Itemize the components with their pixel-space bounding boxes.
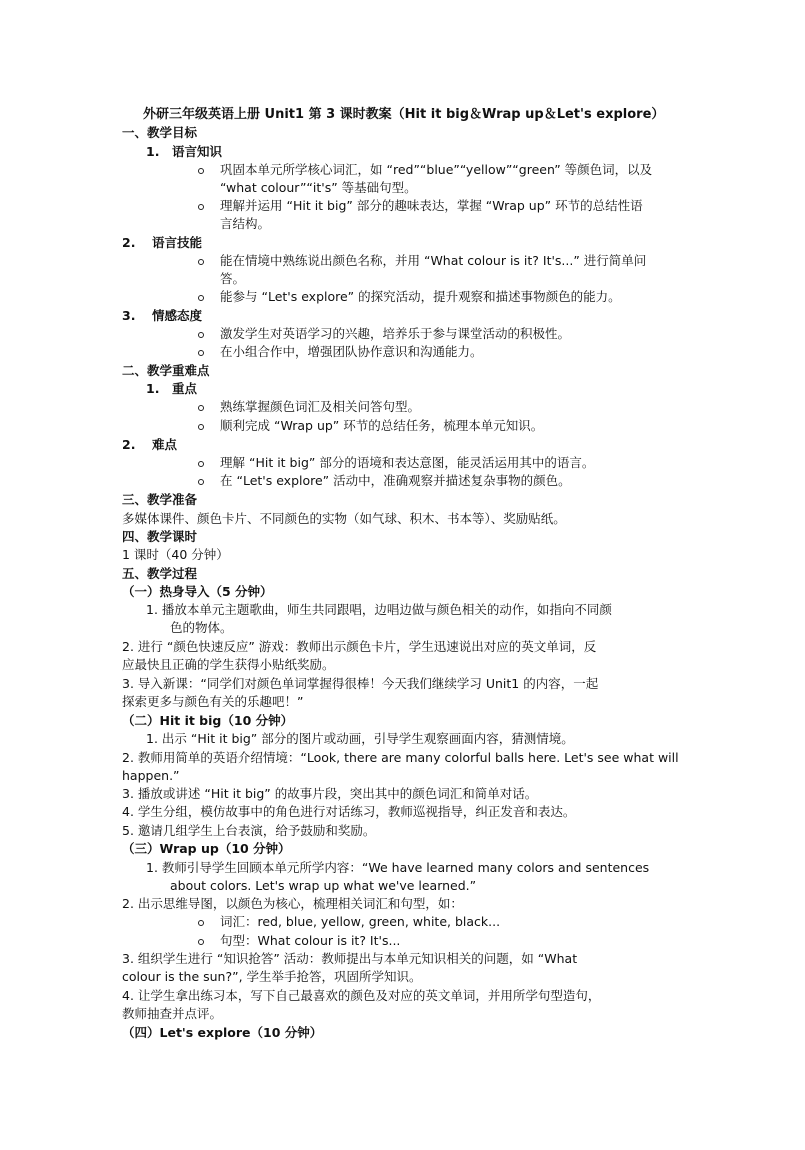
paragraph: 4. 学生分组，模仿故事中的角色进行对话练习，教师巡视指导，纠正发音和表达。	[122, 804, 576, 819]
paragraph: 5. 邀请几组学生上台表演，给予鼓励和奖励。	[122, 823, 376, 838]
phase-title-lets-explore: （四）Let's explore（10 分钟）	[122, 1025, 323, 1040]
subheading-language-knowledge: 语言知识	[172, 144, 223, 159]
list-item: 能在情境中熟练说出颜色名称，并用 “What colour is it? It's...” 进行简单问	[220, 253, 647, 268]
list-item: 在 “Let's explore” 活动中，准确观察并描述复杂事物的颜色。	[220, 473, 571, 488]
list-number: 2.	[122, 235, 136, 250]
paragraph-continuation: 色的物体。	[170, 620, 233, 635]
list-item: 在小组合作中，增强团队协作意识和沟通能力。	[220, 344, 483, 359]
list-item: 理解 “Hit it big” 部分的语境和表达意图，能灵活运用其中的语言。	[220, 455, 595, 470]
list-item: 激发学生对英语学习的兴趣，培养乐于参与课堂活动的积极性。	[220, 326, 571, 341]
list-number: 1.	[146, 144, 160, 159]
bullet-circle-icon	[198, 479, 204, 485]
bullet-circle-icon	[198, 332, 204, 338]
phase-title-wrap-up: （三）Wrap up（10 分钟）	[122, 841, 291, 856]
subheading-attitude: 情感态度	[152, 308, 203, 323]
paragraph: 2. 出示思维导图，以颜色为核心，梳理相关词汇和句型，如：	[122, 896, 463, 911]
paragraph-continuation: 应最快且正确的学生获得小贴纸奖励。	[122, 657, 335, 672]
subheading-focus: 重点	[172, 381, 198, 396]
bullet-circle-icon	[198, 939, 204, 945]
phase-title-warmup: （一）热身导入（5 分钟）	[122, 584, 273, 599]
paragraph-continuation: 教师抽查并点评。	[122, 1006, 223, 1021]
bullet-circle-icon	[198, 461, 204, 467]
list-number: 1.	[146, 381, 160, 396]
bullet-circle-icon	[198, 424, 204, 430]
paragraph: 多媒体课件、颜色卡片、不同颜色的实物（如气球、积木、书本等）、奖励贴纸。	[122, 511, 566, 526]
section-heading-preparation: 三、教学准备	[122, 492, 198, 507]
list-number: 3.	[122, 308, 136, 323]
bullet-circle-icon	[198, 168, 204, 174]
list-item: 理解并运用 “Hit it big” 部分的趣味表达，掌握 “Wrap up” 环节的总结性语	[220, 198, 643, 213]
list-item: 巩固本单元所学核心词汇，如 “red”“blue”“yellow”“green” 等颜色词，以及	[220, 162, 653, 177]
list-item-continuation: “what colour”“it's” 等基础句型。	[220, 180, 417, 195]
list-item-continuation: 言结构。	[220, 216, 271, 231]
section-heading-duration: 四、教学课时	[122, 529, 198, 544]
bullet-circle-icon	[198, 259, 204, 265]
paragraph: 3. 导入新课：“同学们对颜色单词掌握得很棒！今天我们继续学习 Unit1 的内容，一起	[122, 676, 599, 691]
paragraph-continuation: happen.”	[122, 768, 180, 783]
bullet-circle-icon	[198, 295, 204, 301]
paragraph: 2. 进行 “颜色快速反应” 游戏：教师出示颜色卡片，学生迅速说出对应的英文单词，反	[122, 639, 597, 654]
paragraph: 2. 教师用简单的英语介绍情境：“Look, there are many colorful balls here. Let's see what will	[122, 750, 679, 765]
bullet-circle-icon	[198, 204, 204, 210]
paragraph: 3. 组织学生进行 “知识抢答” 活动：教师提出与本单元知识相关的问题，如 “What	[122, 951, 578, 966]
paragraph: 1. 播放本单元主题歌曲，师生共同跟唱，边唱边做与颜色相关的动作，如指向不同颜	[146, 602, 612, 617]
list-item: 顺利完成 “Wrap up” 环节的总结任务，梳理本单元知识。	[220, 418, 544, 433]
paragraph-continuation: about colors. Let's wrap up what we've learned.”	[170, 878, 477, 893]
section-heading-key-points: 二、教学重难点	[122, 363, 210, 378]
section-heading-process: 五、教学过程	[122, 566, 198, 581]
list-item-continuation: 答。	[220, 271, 246, 286]
paragraph: 1 课时（40 分钟）	[122, 547, 229, 562]
paragraph: 1. 出示 “Hit it big” 部分的图片或动画，引导学生观察画面内容，猜测情境。	[146, 731, 574, 746]
subheading-difficulties: 难点	[152, 437, 178, 452]
paragraph: 3. 播放或讲述 “Hit it big” 的故事片段，突出其中的颜色词汇和简单对话。	[122, 786, 538, 801]
section-heading-objectives: 一、教学目标	[122, 125, 198, 140]
paragraph-continuation: colour is the sun?”, 学生举手抢答，巩固所学知识。	[122, 969, 422, 984]
list-item: 句型：What colour is it? It's...	[220, 933, 401, 948]
bullet-circle-icon	[198, 920, 204, 926]
list-number: 2.	[122, 437, 136, 452]
paragraph-continuation: 探索更多与颜色有关的乐趣吧！”	[122, 694, 304, 709]
bullet-circle-icon	[198, 405, 204, 411]
list-item: 能参与 “Let's explore” 的探究活动，提升观察和描述事物颜色的能力。	[220, 289, 621, 304]
list-item: 熟练掌握颜色词汇及相关问答句型。	[220, 399, 421, 414]
bullet-circle-icon	[198, 350, 204, 356]
document-title: 外研三年级英语上册 Unit1 第 3 课时教案（Hit it big＆Wrap up＆Let's explore）	[143, 107, 665, 122]
list-item: 词汇：red, blue, yellow, green, white, black...	[220, 914, 501, 929]
subheading-language-skills: 语言技能	[152, 235, 203, 250]
phase-title-hit-it-big: （二）Hit it big（10 分钟）	[122, 713, 294, 728]
paragraph: 1. 教师引导学生回顾本单元所学内容：“We have learned many colors and sentences	[146, 860, 650, 875]
paragraph: 4. 让学生拿出练习本，写下自己最喜欢的颜色及对应的英文单词，并用所学句型造句，	[122, 988, 601, 1003]
